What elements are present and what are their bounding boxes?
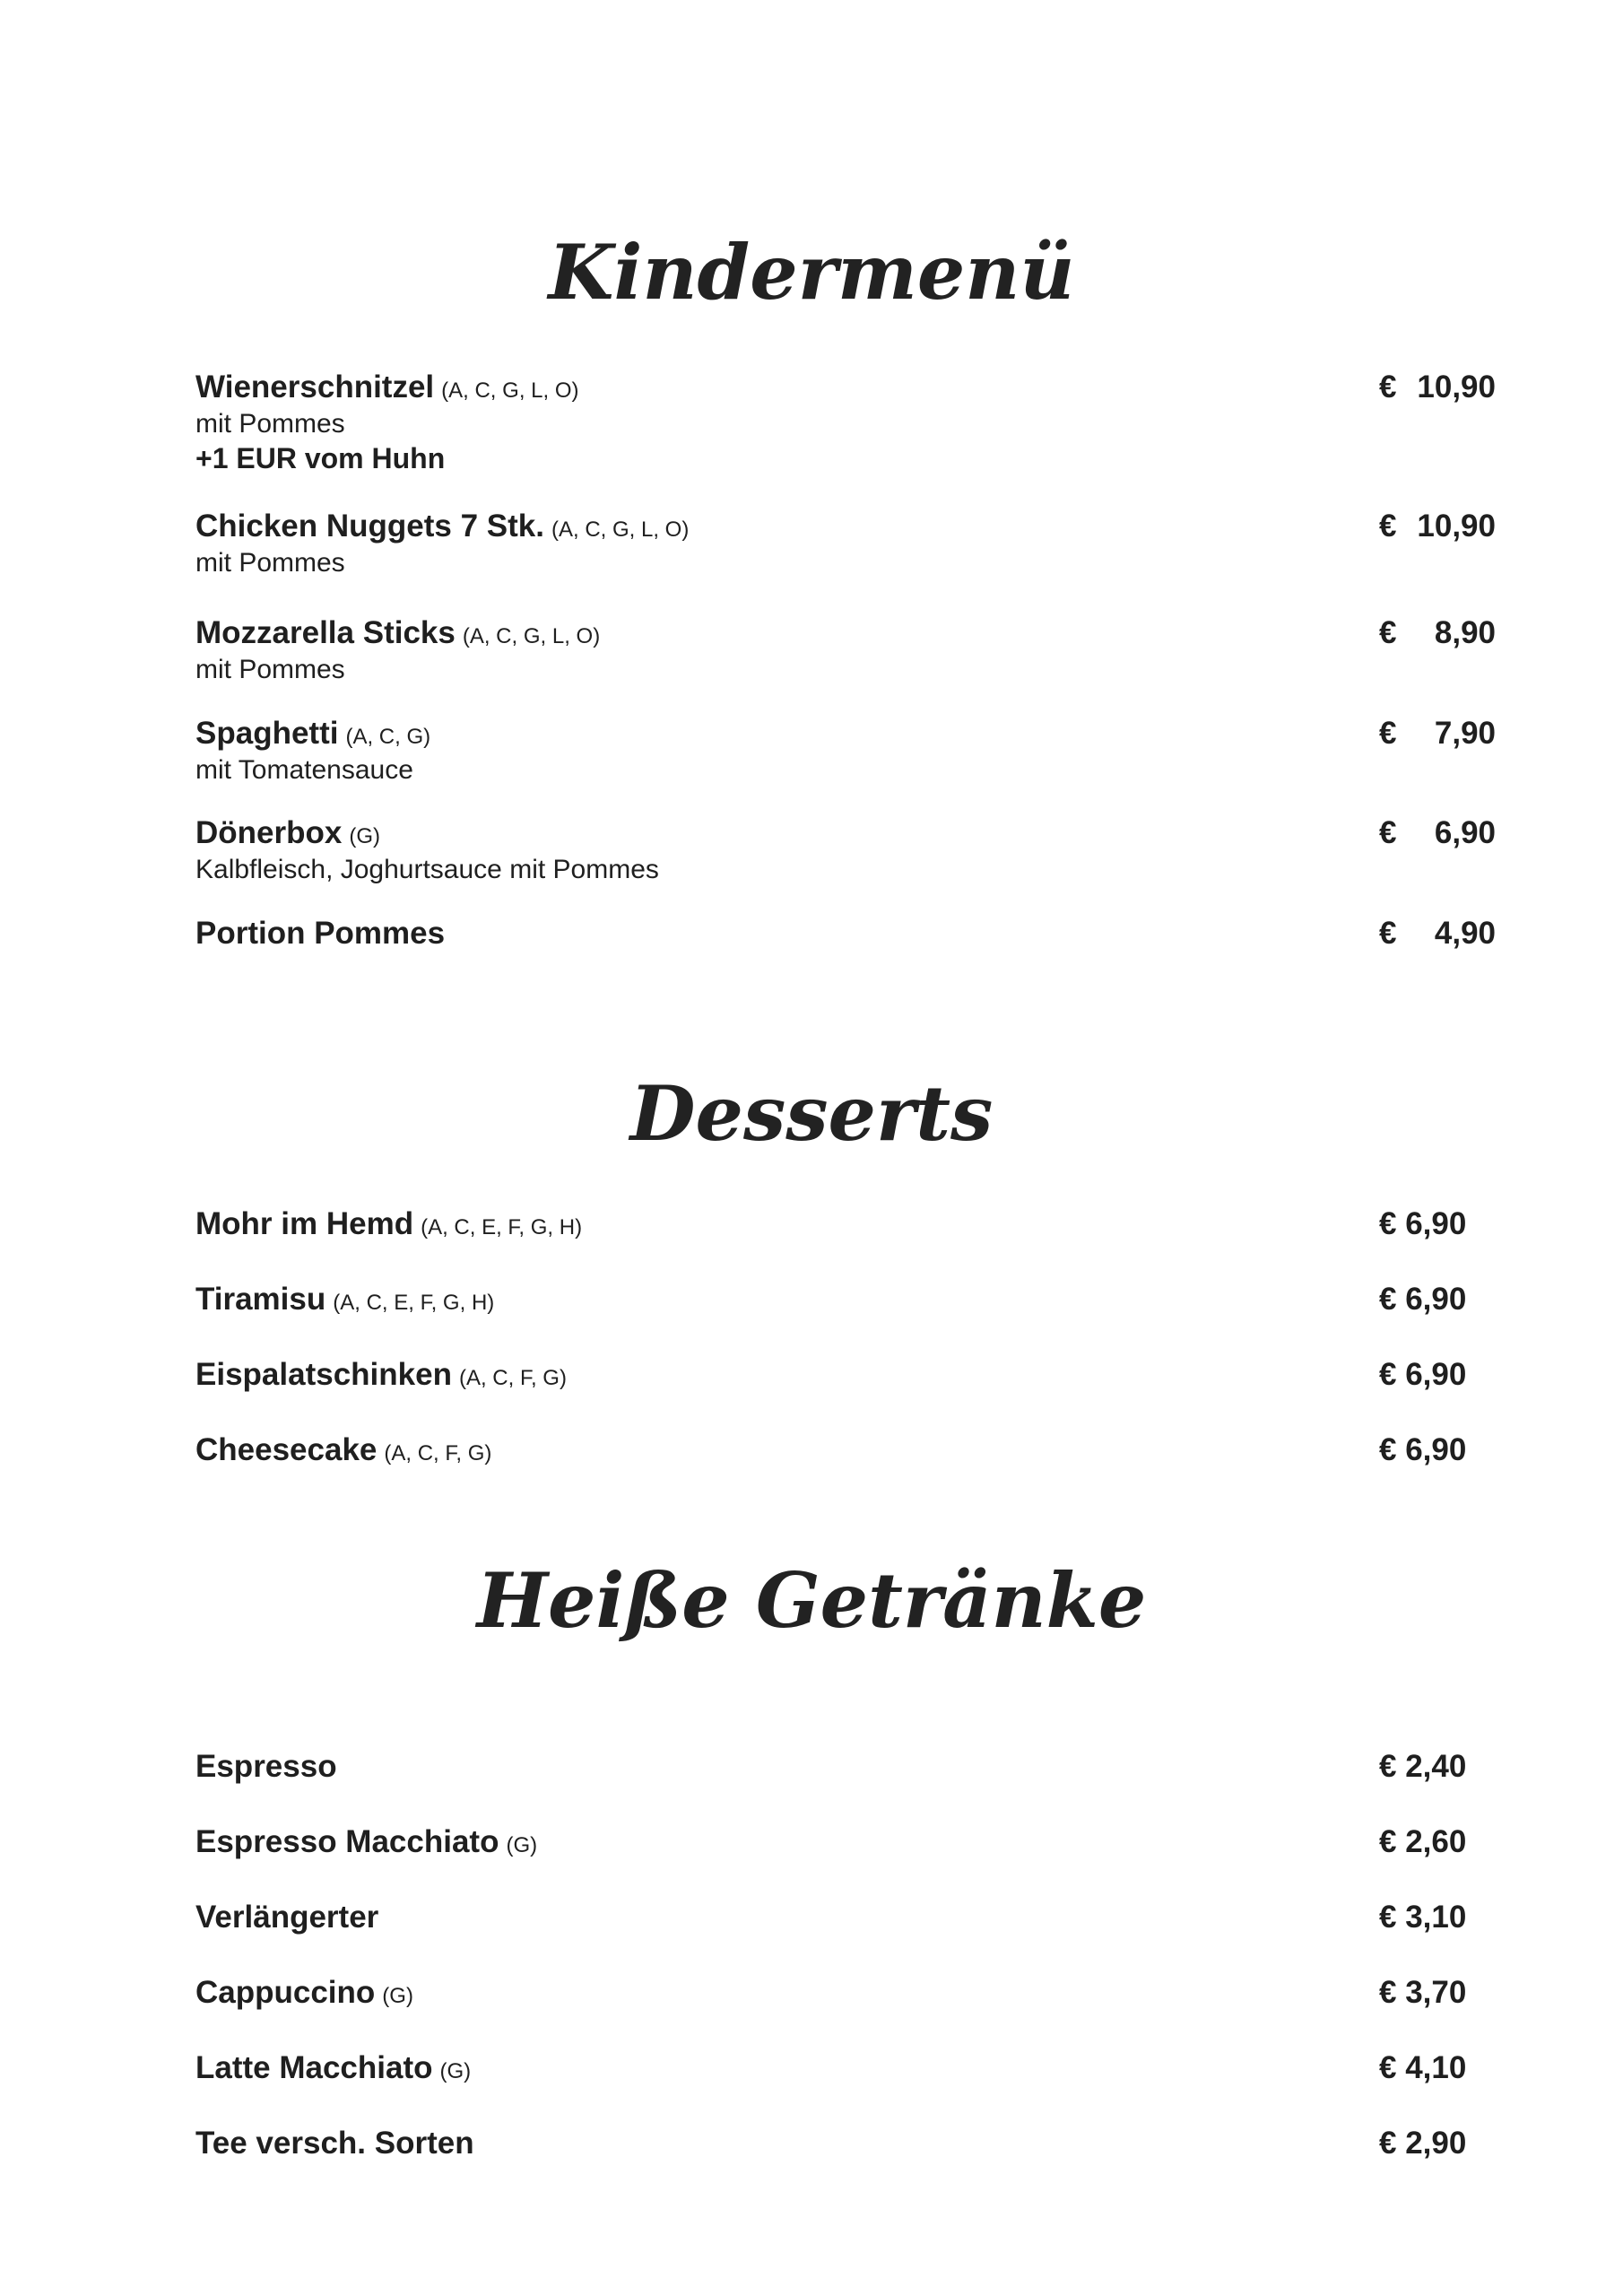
item-price [1379, 613, 1496, 653]
item-price [1379, 507, 1496, 546]
currency-symbol: € [1379, 509, 1397, 544]
section-title-kindermenu: Kindermenü [548, 228, 1075, 317]
item-price [1379, 813, 1496, 853]
currency-symbol: € [1379, 370, 1397, 404]
price-value: 4,90 [1434, 916, 1496, 951]
menu-item [195, 368, 1496, 475]
item-price: € 3,10 [1379, 1900, 1467, 1935]
item-name: Dönerbox [195, 815, 343, 850]
menu-item [195, 1355, 1496, 1395]
item-name: Verlängerter [195, 1900, 379, 1935]
menu-item [195, 2048, 1496, 2088]
currency-symbol: € [1379, 716, 1397, 751]
item-price: € 2,90 [1379, 2126, 1467, 2161]
item-allergens: (A, C, G, L, O) [462, 624, 601, 648]
item-price [1379, 368, 1496, 407]
item-name: Eispalatschinken [195, 1357, 452, 1392]
item-allergens: (A, C, G) [345, 725, 431, 749]
item-name: Mohr im Hemd [195, 1206, 414, 1241]
item-name: Cappuccino [195, 1975, 376, 2010]
item-price: € 2,40 [1379, 1749, 1467, 1784]
price-value: 6,90 [1434, 815, 1496, 850]
item-price: € 6,90 [1379, 1357, 1467, 1392]
menu-item [195, 2124, 1496, 2163]
item-allergens: (A, C, F, G) [458, 1366, 567, 1390]
price-value: 10,90 [1417, 509, 1496, 544]
menu-item [195, 714, 1496, 787]
item-allergens: (G) [506, 1833, 538, 1857]
item-allergens: (A, C, G, L, O) [441, 378, 579, 403]
item-description: mit Tomatensauce [195, 755, 413, 785]
section-title-hot-drinks: Heiße Getränke [476, 1556, 1147, 1645]
item-name: Spaghetti [195, 716, 339, 751]
item-description: mit Pommes [195, 655, 345, 684]
menu-item [195, 914, 1496, 953]
menu-item [195, 1822, 1496, 1862]
menu-item [195, 1973, 1496, 2013]
menu-item [195, 613, 1496, 687]
section-title-desserts: Desserts [629, 1069, 994, 1158]
item-name: Espresso Macchiato [195, 1824, 499, 1859]
item-price: € 6,90 [1379, 1282, 1467, 1317]
item-price [1379, 914, 1496, 953]
item-name: Espresso [195, 1749, 337, 1784]
menu-item [195, 1205, 1496, 1244]
item-price: € 3,70 [1379, 1975, 1467, 2010]
price-value: 7,90 [1434, 716, 1496, 751]
item-allergens: (G) [349, 824, 381, 848]
item-price: € 6,90 [1379, 1432, 1467, 1467]
item-name: Latte Macchiato [195, 2050, 433, 2085]
item-name: Chicken Nuggets 7 Stk. [195, 509, 544, 544]
item-name: Portion Pommes [195, 916, 446, 951]
item-description: mit Pommes [195, 548, 345, 578]
item-price: € 2,60 [1379, 1824, 1467, 1859]
menu-item [195, 1747, 1496, 1787]
price-value: 10,90 [1417, 370, 1496, 404]
currency-symbol: € [1379, 615, 1397, 650]
currency-symbol: € [1379, 815, 1397, 850]
item-allergens: (A, C, F, G) [384, 1441, 492, 1465]
item-name: Tee versch. Sorten [195, 2126, 474, 2161]
item-name: Wienerschnitzel [195, 370, 435, 404]
menu-item [195, 507, 1496, 580]
item-allergens: (G) [439, 2059, 472, 2083]
currency-symbol: € [1379, 916, 1397, 951]
item-price [1379, 714, 1496, 753]
item-allergens: (A, C, G, L, O) [551, 517, 690, 542]
item-price: € 4,10 [1379, 2050, 1467, 2085]
price-value: 8,90 [1434, 615, 1496, 650]
item-name: Mozzarella Sticks [195, 615, 456, 650]
item-allergens: (A, C, E, F, G, H) [333, 1291, 495, 1315]
menu-item [195, 1280, 1496, 1319]
item-price: € 6,90 [1379, 1206, 1467, 1241]
menu-item [195, 1431, 1496, 1470]
item-description: Kalbfleisch, Joghurtsauce mit Pommes [195, 855, 659, 884]
item-name: Cheesecake [195, 1432, 378, 1467]
item-name: Tiramisu [195, 1282, 326, 1317]
item-description: mit Pommes [195, 409, 345, 439]
item-allergens: (G) [382, 1984, 413, 2008]
menu-item [195, 813, 1496, 887]
item-allergens: (A, C, E, F, G, H) [421, 1215, 583, 1239]
item-extra-note: +1 EUR vom Huhn [195, 442, 446, 474]
menu-item [195, 1898, 1496, 1937]
